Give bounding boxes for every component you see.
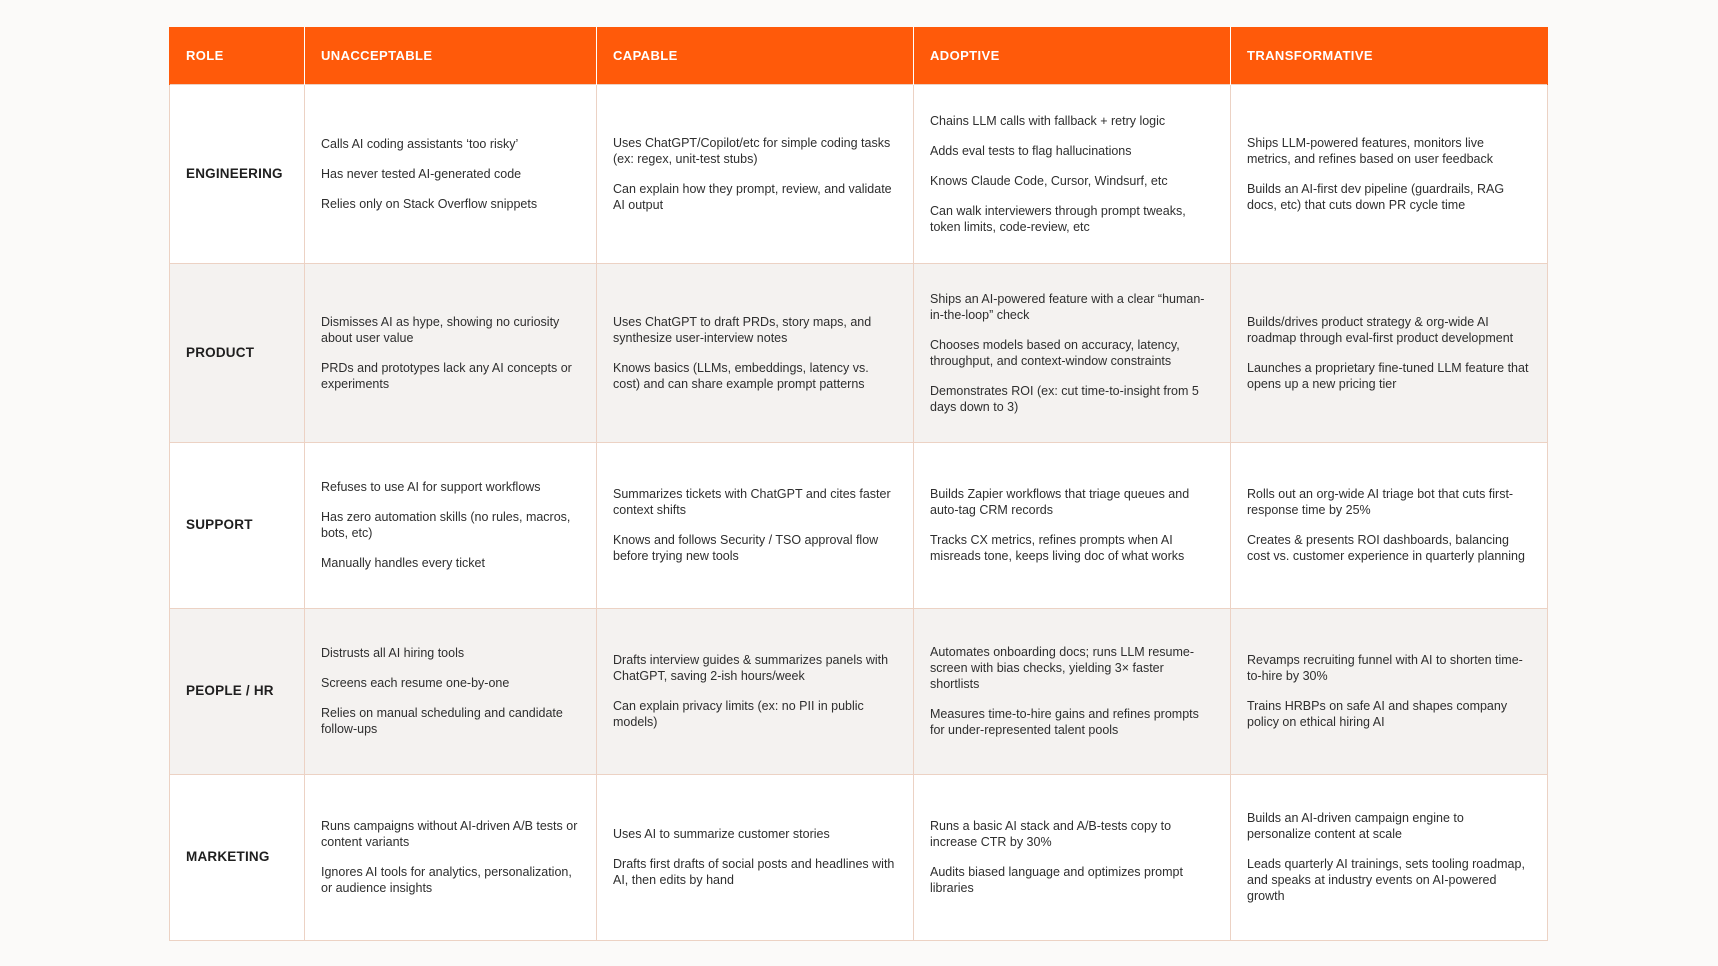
criteria-item: Has zero automation skills (no rules, macros, bots, etc) <box>321 510 571 540</box>
criteria-item: Summarizes tickets with ChatGPT and cites faster context shifts <box>613 487 891 517</box>
criteria-item: Uses ChatGPT to draft PRDs, story maps, and synthesize user-interview notes <box>613 314 872 345</box>
unacceptable-cell <box>305 263 597 442</box>
criteria-item: Ships an AI-powered feature with a clear “human-in-the-loop” check <box>930 291 1205 322</box>
criteria-item: Can explain privacy limits (ex: no PII in public models) <box>613 699 864 729</box>
criteria-item: Demonstrates ROI (ex: cut time-to-insight from 5 days down to 3) <box>930 383 1199 414</box>
unacceptable-cell <box>305 442 597 608</box>
header-capable: CAPABLE <box>597 27 914 84</box>
criteria-item: Audits biased language and optimizes prompt libraries <box>930 865 1183 895</box>
criteria-item: Revamps recruiting funnel with AI to shorten time-to-hire by 30% <box>1247 653 1523 683</box>
adoptive-cell <box>914 84 1231 263</box>
criteria-item: Leads quarterly AI trainings, sets tooling roadmap, and speaks at industry events on AI-powered growth <box>1247 857 1525 903</box>
capable-cell <box>597 84 914 263</box>
criteria-item: Knows basics (LLMs, embeddings, latency vs. cost) and can share example prompt patterns <box>613 360 869 391</box>
criteria-item: Refuses to use AI for support workflows <box>321 480 541 494</box>
criteria-item: Trains HRBPs on safe AI and shapes company policy on ethical hiring AI <box>1247 699 1508 729</box>
criteria-item: Tracks CX metrics, refines prompts when AI misreads tone, keeps living doc of what works <box>930 533 1185 563</box>
criteria-item: Builds/drives product strategy & org-wide AI roadmap through eval-first product development <box>1247 314 1514 345</box>
transformative-cell <box>1231 263 1548 442</box>
transformative-cell <box>1231 84 1548 263</box>
criteria-item: Adds eval tests to flag hallucinations <box>930 143 1132 158</box>
unacceptable-cell <box>305 84 597 263</box>
header-unacceptable: UNACCEPTABLE <box>305 27 597 84</box>
criteria-item: Chooses models based on accuracy, latency, throughput, and context-window constraints <box>930 337 1180 368</box>
criteria-item: Builds an AI-driven campaign engine to personalize content at scale <box>1247 811 1464 841</box>
capable-cell <box>597 263 914 442</box>
adoptive-cell <box>914 774 1231 940</box>
criteria-item: Drafts interview guides & summarizes panels with ChatGPT, saving 2-ish hours/week <box>613 653 889 683</box>
unacceptable-cell <box>305 774 597 940</box>
header-row <box>170 27 1548 84</box>
criteria-item: Builds Zapier workflows that triage queues and auto-tag CRM records <box>930 487 1190 517</box>
role-label: SUPPORT <box>170 442 305 608</box>
criteria-item: Creates & presents ROI dashboards, balancing cost vs. customer experience in quarterly planning <box>1247 533 1525 563</box>
unacceptable-cell <box>305 608 597 774</box>
role-label: PEOPLE / HR <box>170 608 305 774</box>
criteria-item: Builds an AI-first dev pipeline (guardrails, RAG docs, etc) that cuts down PR cycle time <box>1247 181 1505 212</box>
adoptive-cell <box>914 442 1231 608</box>
table-row <box>170 608 1548 774</box>
criteria-item: Dismisses AI as hype, showing no curiosity about user value <box>321 314 560 345</box>
criteria-item: Relies only on Stack Overflow snippets <box>321 196 538 211</box>
criteria-item: Screens each resume one-by-one <box>321 676 510 690</box>
criteria-item: PRDs and prototypes lack any AI concepts or experiments <box>321 360 572 391</box>
transformative-cell <box>1231 774 1548 940</box>
criteria-item: Can explain how they prompt, review, and validate AI output <box>613 181 892 212</box>
table-row <box>170 263 1548 442</box>
table-row <box>170 442 1548 608</box>
criteria-item: Chains LLM calls with fallback + retry logic <box>930 113 1166 128</box>
transformative-cell <box>1231 608 1548 774</box>
criteria-item: Knows Claude Code, Cursor, Windsurf, etc <box>930 173 1168 188</box>
capable-cell <box>597 608 914 774</box>
criteria-item: Relies on manual scheduling and candidate follow-ups <box>321 706 563 736</box>
header-transformative: TRANSFORMATIVE <box>1231 27 1548 84</box>
role-label: ENGINEERING <box>170 84 305 263</box>
criteria-item: Launches a proprietary fine-tuned LLM feature that opens up a new pricing tier <box>1247 360 1529 391</box>
criteria-item: Uses AI to summarize customer stories <box>613 827 830 841</box>
criteria-item: Uses ChatGPT/Copilot/etc for simple coding tasks (ex: regex, unit-test stubs) <box>613 135 891 166</box>
criteria-item: Manually handles every ticket <box>321 556 485 570</box>
criteria-item: Runs a basic AI stack and A/B-tests copy to increase CTR by 30% <box>930 819 1172 849</box>
capable-cell <box>597 442 914 608</box>
header-adoptive: ADOPTIVE <box>914 27 1231 84</box>
criteria-item: Runs campaigns without AI-driven A/B tests or content variants <box>321 819 578 849</box>
capable-cell <box>597 774 914 940</box>
role-label: MARKETING <box>170 774 305 940</box>
criteria-item: Measures time-to-hire gains and refines prompts for under-represented talent pools <box>930 707 1199 737</box>
criteria-item: Can walk interviewers through prompt tweaks, token limits, code-review, etc <box>930 203 1186 234</box>
adoptive-cell <box>914 263 1231 442</box>
criteria-item: Ships LLM-powered features, monitors live metrics, and refines based on user feedback <box>1247 135 1493 166</box>
criteria-item: Automates onboarding docs; runs LLM resume-screen with bias checks, yielding 3× faster shortlists <box>930 645 1195 691</box>
criteria-item: Calls AI coding assistants ‘too risky’ <box>321 136 519 151</box>
criteria-item: Distrusts all AI hiring tools <box>321 646 465 660</box>
ai-competency-matrix <box>169 27 1548 941</box>
header-role: ROLE <box>170 27 305 84</box>
transformative-cell <box>1231 442 1548 608</box>
adoptive-cell <box>914 608 1231 774</box>
criteria-item: Ignores AI tools for analytics, personalization, or audience insights <box>321 865 572 895</box>
criteria-item: Rolls out an org-wide AI triage bot that cuts first-response time by 25% <box>1247 487 1514 517</box>
criteria-item: Has never tested AI-generated code <box>321 166 522 181</box>
table-row <box>170 774 1548 940</box>
criteria-item: Knows and follows Security / TSO approval flow before trying new tools <box>613 533 879 563</box>
role-label: PRODUCT <box>170 263 305 442</box>
table-row <box>170 84 1548 263</box>
criteria-item: Drafts first drafts of social posts and headlines with AI, then edits by hand <box>613 857 895 887</box>
